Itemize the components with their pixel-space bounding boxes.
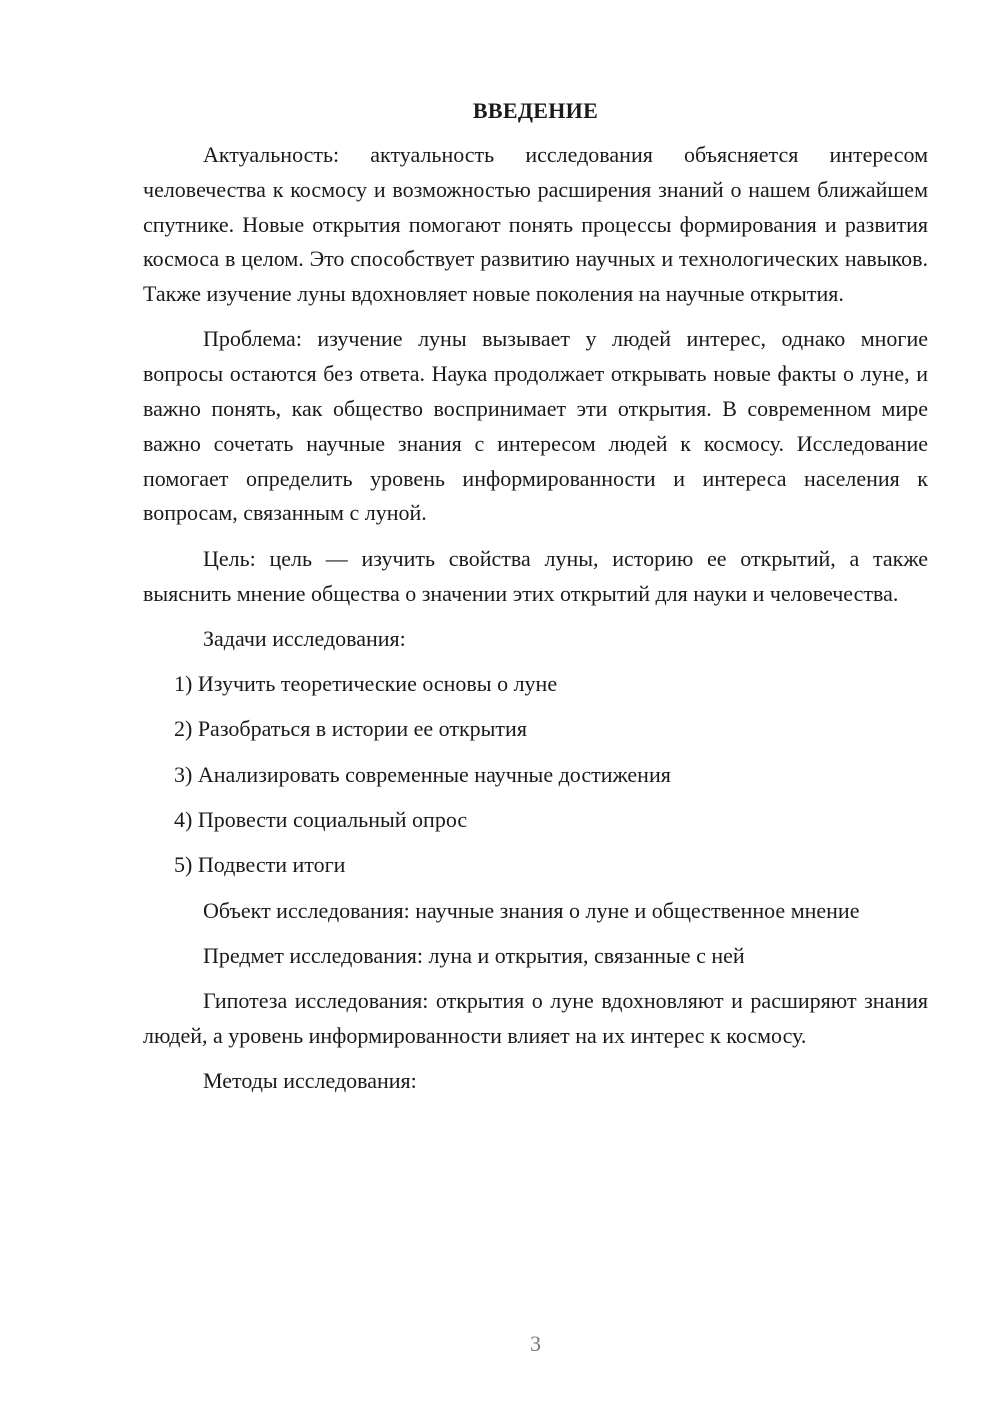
paragraph-hypothesis: Гипотеза исследования: открытия о луне вдохновляют и расширяют знания людей, а уровень информированности влияет на их интерес к космосу. [143, 988, 928, 1049]
list-item: 4) Провести социальный опрос [174, 807, 468, 833]
methods-heading: Методы исследования: [203, 1068, 417, 1094]
paragraph-object: Объект исследования: научные знания о луне и общественное мнение [203, 897, 860, 923]
paragraph-subject: Предмет исследования: луна и открытия, связанные с ней [203, 942, 745, 968]
paragraph-goal: Цель: цель — изучить свойства луны, историю ее открытий, а также выяснить мнение общества о значении этих открытий для науки и человечества. [143, 545, 928, 606]
paragraph-relevance: Актуальность: актуальность исследования объясняется интересом человечества к космосу и возможностью расширения знаний о нашем ближайшем спутнике. Новые открытия помогают понять процессы формирования и развития космоса в целом. Это способствует развитию научных и технологических навыков. Также изучение луны вдохновляет новые поколения на научные открытия. [143, 142, 928, 307]
list-item: 2) Разобраться в истории ее открытия [174, 716, 527, 742]
page-number: 3 [530, 1331, 541, 1356]
tasks-heading: Задачи исследования: [203, 625, 406, 651]
paragraph-problem: Проблема: изучение луны вызывает у людей интерес, однако многие вопросы остаются без ответа. Наука продолжает открывать новые факты о луне, и важно понять, как общество воспринимает эти открытия. В современном мире важно сочетать научные знания с интересом людей к космосу. Исследование помогает определить уровень информированности и интереса населения к вопросам, связанным с луной. [143, 326, 928, 526]
list-item: 1) Изучить теоретические основы о луне [174, 671, 558, 697]
tasks-list [143, 667, 928, 883]
list-item: 3) Анализировать современные научные достижения [174, 761, 671, 787]
list-item: 5) Подвести итоги [174, 852, 346, 878]
page-content [143, 95, 928, 1110]
page-title: ВВЕДЕНИЕ [472, 98, 599, 123]
